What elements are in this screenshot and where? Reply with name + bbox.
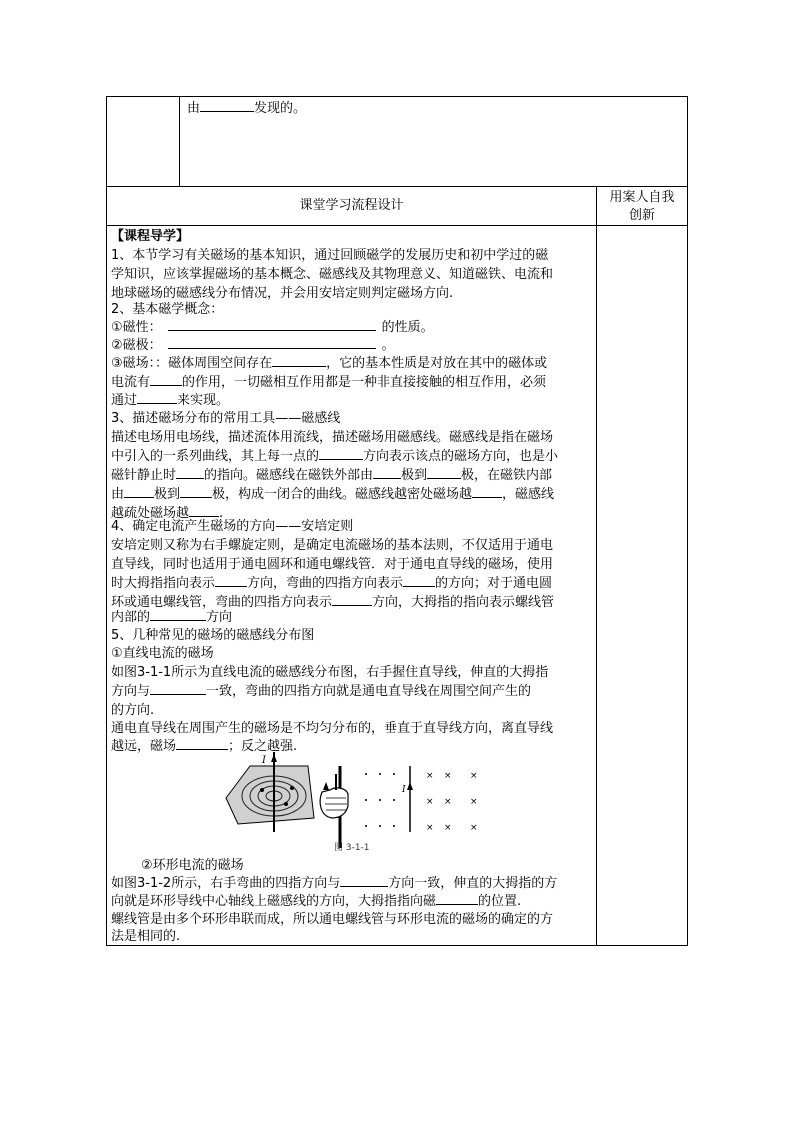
field-cross: × <box>444 797 452 807</box>
blank <box>373 466 401 479</box>
para2-magnetism: ①磁性： 的性质。 <box>111 320 434 335</box>
col-divider-right <box>596 186 597 946</box>
para3-line3: 磁针静止时 的指向。磁感线在磁铁外部由 极到 极，在磁铁内部 <box>111 468 553 483</box>
para5-line1: 如图3-1-1所示为直线电流的磁感线分布图，右手握住直导线，伸直的大拇指 <box>111 665 549 680</box>
blank <box>215 574 247 587</box>
field-crosses <box>426 771 478 833</box>
para2-field-line1: ③磁场：：磁体周围空间存在 ，它的基本性质是对放在其中的磁体或 <box>111 356 548 371</box>
blank <box>427 466 461 479</box>
para5-line9: 法是相同的. <box>111 929 181 944</box>
blank <box>332 593 372 606</box>
iron-filing <box>260 788 264 792</box>
blank <box>189 504 219 517</box>
field-dot <box>379 825 381 827</box>
para5-sub1: ①直线电流的磁场 <box>111 646 214 661</box>
blank <box>180 485 212 498</box>
field-cross: × <box>426 771 434 781</box>
field-dot <box>393 799 395 801</box>
arrow-up-icon <box>271 754 277 762</box>
blank <box>340 874 388 887</box>
blank <box>272 354 326 367</box>
row-divider-top <box>106 186 688 187</box>
para3-line5: 越疏处磁场越 . <box>111 506 224 521</box>
field-dot <box>365 825 367 827</box>
blank <box>472 485 502 498</box>
right-hand-shape <box>320 788 348 818</box>
para5-line4: 通电直导线在周围产生的磁场是不均匀分布的，垂直于直导线方向，离直导线 <box>111 721 554 736</box>
field-dot <box>393 773 395 775</box>
field-cross: × <box>470 771 478 781</box>
field-cross: × <box>444 823 452 833</box>
para3-line4: 由 极到 极，构成一闭合的曲线。磁感线越密处磁场越 ，磁感线 <box>111 487 555 502</box>
blank <box>150 373 182 386</box>
blank <box>319 447 363 460</box>
top-cell-text: 由 发现的。 <box>187 101 307 116</box>
current-label-1: I <box>262 755 266 766</box>
para1-line1: 1、本节学习有关磁场的基本知识，通过回顾磁学的发展历史和初中学过的磁 <box>111 248 549 263</box>
blank <box>403 574 435 587</box>
para4-title: 4、确定电流产生磁场的方向——安培定则 <box>111 519 354 534</box>
para5-line3: 的方向. <box>111 703 155 718</box>
para2-field-line3: 通过 来实现。 <box>111 393 230 408</box>
current-label-2: I <box>402 785 406 795</box>
header-side-line1: 用案人自我 <box>609 190 675 205</box>
para5-line5: 越远，磁场 ；反之越强. <box>111 739 298 754</box>
figure-caption: 图 3-1-1 <box>334 843 370 853</box>
row-divider-header <box>106 225 688 226</box>
field-dot <box>393 825 395 827</box>
field-dot <box>379 773 381 775</box>
para5-line7: 向就是环形导线中心轴线上磁感线的方向，大拇指指向磁 的位置. <box>111 894 522 909</box>
arrow-up-icon <box>407 782 413 790</box>
para4-line2: 直导线，同时也适用于通电圆环和通电螺线管．对于通电直导线的磁场，使用 <box>111 557 554 572</box>
para5-line6: 如图3-1-2所示，右手弯曲的四指方向与 方向一致，伸直的大拇指的方 <box>111 876 558 891</box>
para3-title: 3、描述磁场分布的常用工具——磁感线 <box>111 411 341 426</box>
para5-line2: 方向与 一致，弯曲的四指方向就是通电直导线在周围空间产生的 <box>111 684 532 699</box>
blank <box>150 682 206 695</box>
field-dot <box>365 799 367 801</box>
para5-title: 5、几种常见的磁场的磁感线分布图 <box>111 628 315 643</box>
field-cross: × <box>470 797 478 807</box>
arrow-up-icon <box>323 782 329 790</box>
blank <box>137 391 177 404</box>
blank <box>150 608 206 621</box>
field-dot <box>379 799 381 801</box>
para2-title: 2、基本磁学概念： <box>111 302 224 317</box>
field-cross: × <box>470 823 478 833</box>
field-dots <box>365 773 395 827</box>
header-title: 课堂学习流程设计 <box>299 198 404 213</box>
col-divider-left <box>179 96 180 187</box>
blank <box>124 485 154 498</box>
para2-pole: ②磁极： 。 <box>111 338 395 353</box>
para4-line1: 安培定则又称为右手螺旋定则，是确定电流磁场的基本法则，不仅适用于通电 <box>111 538 554 553</box>
blank <box>200 99 254 112</box>
blank <box>176 466 204 479</box>
magnetic-field-illustration <box>222 752 492 856</box>
para2-field-line2: 电流有 的作用，一切磁相互作用都是一种非直接接触的相互作用，必须 <box>111 375 547 390</box>
field-dot <box>365 773 367 775</box>
header-side-line2: 创新 <box>628 208 655 223</box>
blank <box>168 336 376 349</box>
para1-line2: 学知识，应该掌握磁场的基本概念、磁感线及其物理意义、知道磁铁、电流和 <box>111 267 554 282</box>
blank <box>436 892 478 905</box>
iron-filing <box>284 802 288 806</box>
section-title: 【课程导学】 <box>111 229 190 244</box>
field-cross: × <box>426 823 434 833</box>
para3-line2: 中引入的一系列曲线，其上每一点的 方向表示该点的磁场方向，也是小 <box>111 449 559 464</box>
field-cross: × <box>444 771 452 781</box>
para3-line1: 描述电场用电场线，描述流体用流线，描述磁场用磁感线。磁感线是指在磁场 <box>111 430 554 445</box>
para1-line3: 地球磁场的磁感线分布情况，并会用安培定则判定磁场方向. <box>111 286 454 301</box>
field-cross: × <box>426 797 434 807</box>
para4-line4: 环或通电螺线管，弯曲的四指方向表示 方向，大拇指的指向表示螺线管 <box>111 595 555 610</box>
iron-filing <box>290 786 294 790</box>
para5-line8: 螺线管是由多个环形串联而成，所以通电螺线管与环形电流的磁场的确定的方 <box>111 912 554 927</box>
para4-line5: 内部的 方向 <box>111 610 233 625</box>
blank <box>176 737 228 750</box>
blank <box>168 318 376 331</box>
para4-line3: 时大拇指指向表示 方向，弯曲的四指方向表示 的方向；对于通电圆 <box>111 576 553 591</box>
figure-3-1-1 <box>222 752 492 856</box>
para5-sub2: ②环形电流的磁场 <box>141 858 244 873</box>
board-shape <box>226 766 314 824</box>
